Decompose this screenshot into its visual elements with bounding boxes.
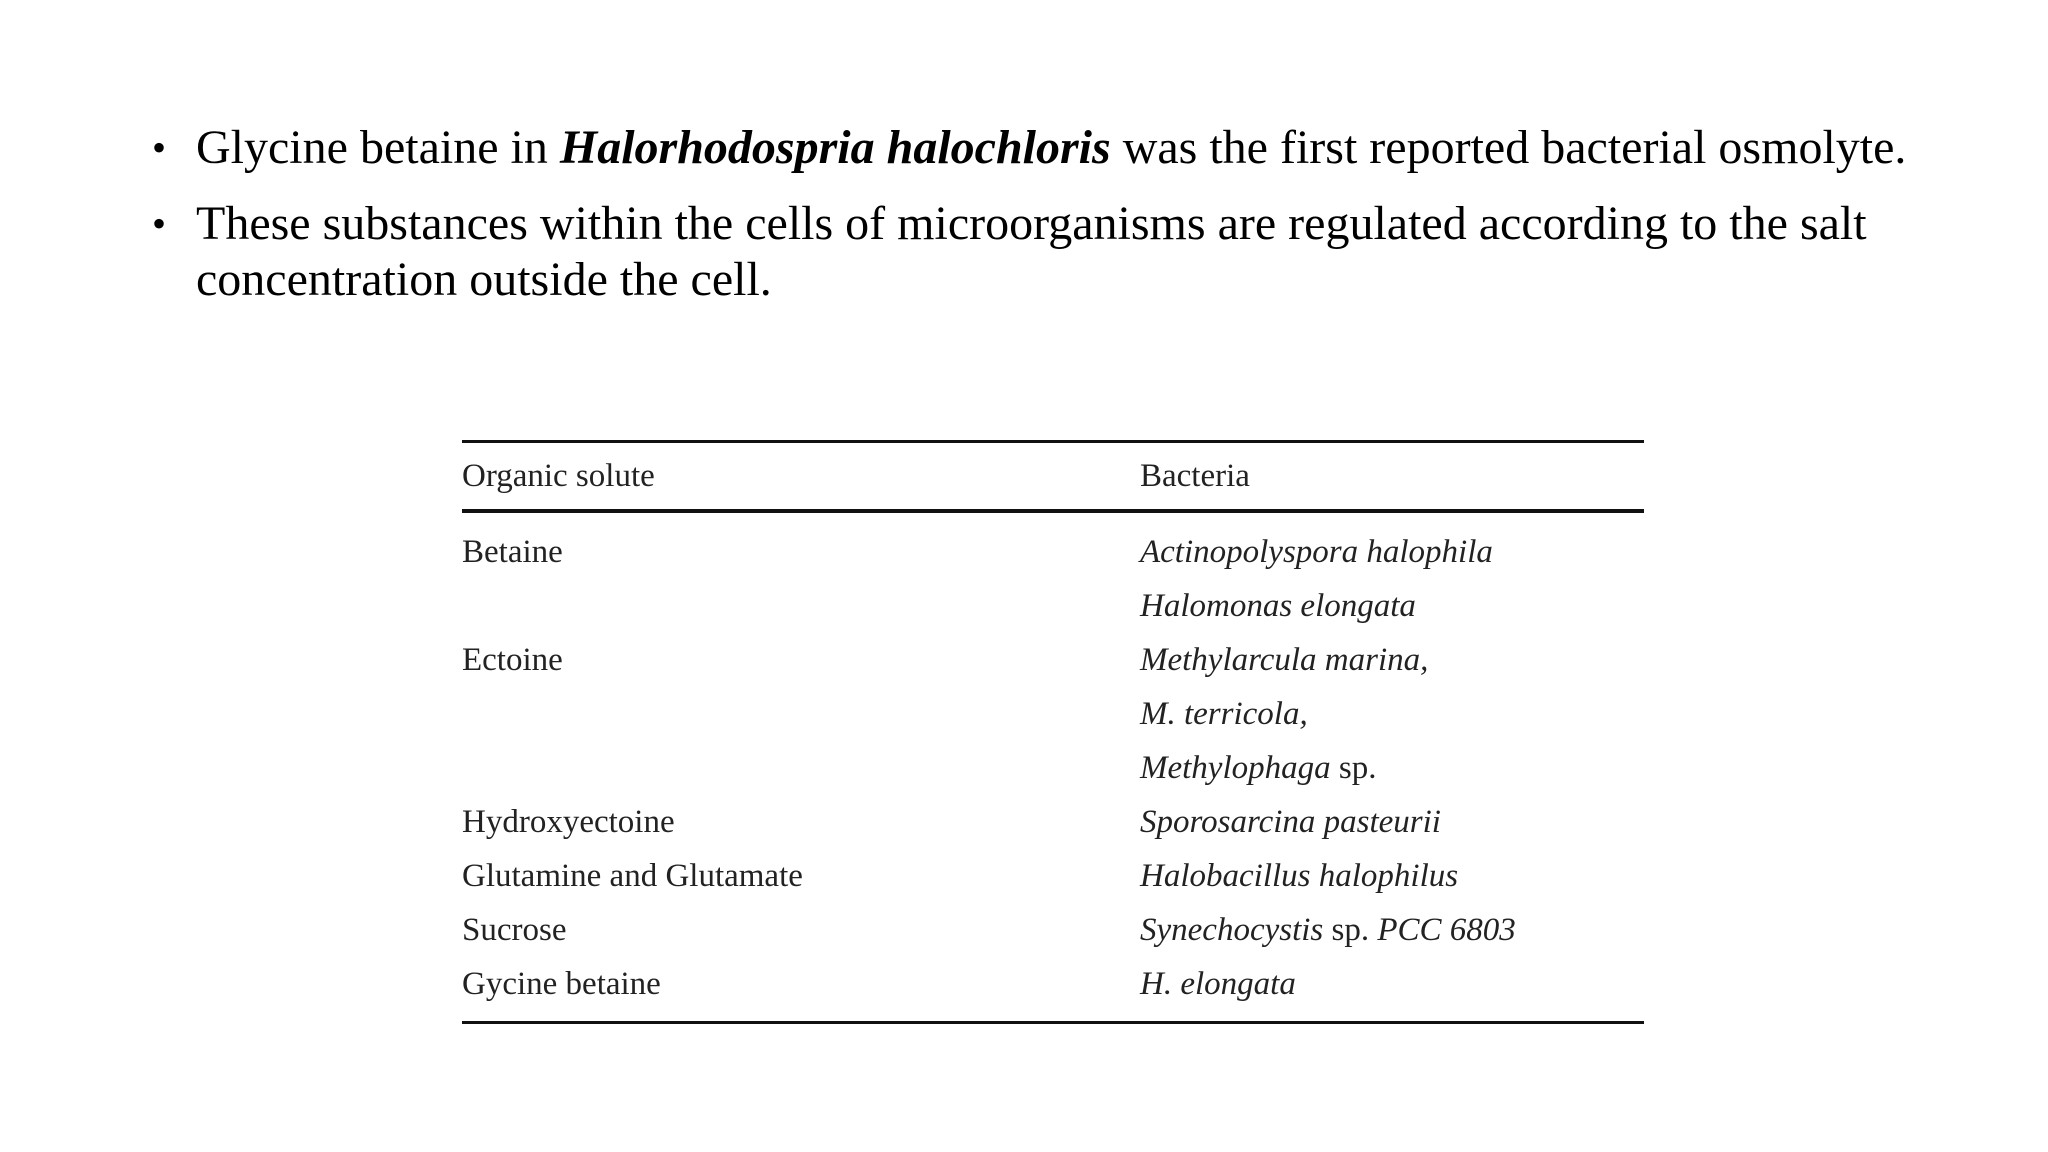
table-row <box>462 957 1644 1011</box>
bacteria-cell: H. elongata <box>1140 965 1296 1002</box>
bacteria-cell: Sporosarcina pasteurii <box>1140 803 1441 840</box>
table-bottom-rule <box>462 1021 1644 1024</box>
bullet-item <box>152 120 1932 176</box>
solute-cell: Betaine <box>462 533 563 570</box>
table-header-row <box>462 443 1644 509</box>
solute-cell: Ectoine <box>462 641 563 678</box>
bacteria-strain: PCC 6803 <box>1377 911 1516 948</box>
solute-table <box>462 440 1644 1024</box>
bullet-item <box>152 196 1932 308</box>
table-row <box>462 795 1644 849</box>
bacteria-cell <box>1140 912 1644 949</box>
bullet-list <box>152 120 1932 328</box>
bacteria-cell: M. terricola, <box>1140 695 1308 732</box>
table-row <box>462 687 1644 741</box>
table-row <box>462 903 1644 957</box>
solute-cell: Glutamine and Glutamate <box>462 857 803 894</box>
table-row <box>462 579 1644 633</box>
solute-cell: Hydroxyectoine <box>462 803 675 840</box>
header-organic-solute: Organic solute <box>462 457 655 494</box>
bullet-dot-icon: • <box>152 201 167 246</box>
bacteria-cell: Halobacillus halophilus <box>1140 857 1459 894</box>
bullet-dot-icon: • <box>152 125 167 170</box>
bullet-text: These substances within the cells of microorganisms are regulated according to the salt concentration outside the cell. <box>196 197 1867 306</box>
table-row <box>462 849 1644 903</box>
bacteria-genus: Methylophaga <box>1140 749 1331 786</box>
bacteria-cell <box>1140 750 1644 787</box>
bacteria-cell: Actinopolyspora halophila <box>1140 533 1493 570</box>
bacteria-cell: Halomonas elongata <box>1140 587 1416 624</box>
table-row <box>462 741 1644 795</box>
bacteria-suffix: sp. <box>1323 911 1378 948</box>
species-name: Halorhodospria halochloris <box>559 121 1111 174</box>
bacteria-cell: Methylarcula marina, <box>1140 641 1429 678</box>
solute-cell: Sucrose <box>462 911 567 948</box>
header-bacteria: Bacteria <box>1140 457 1250 494</box>
bacteria-suffix: sp. <box>1330 749 1377 786</box>
bacteria-genus: Synechocystis <box>1140 911 1324 948</box>
bullet-text-before: Glycine betaine in <box>196 121 560 174</box>
table-row <box>462 633 1644 687</box>
bullet-text-after: was the first reported bacterial osmolyte. <box>1110 121 1907 174</box>
solute-cell: Gycine betaine <box>462 965 661 1002</box>
table-row <box>462 525 1644 579</box>
